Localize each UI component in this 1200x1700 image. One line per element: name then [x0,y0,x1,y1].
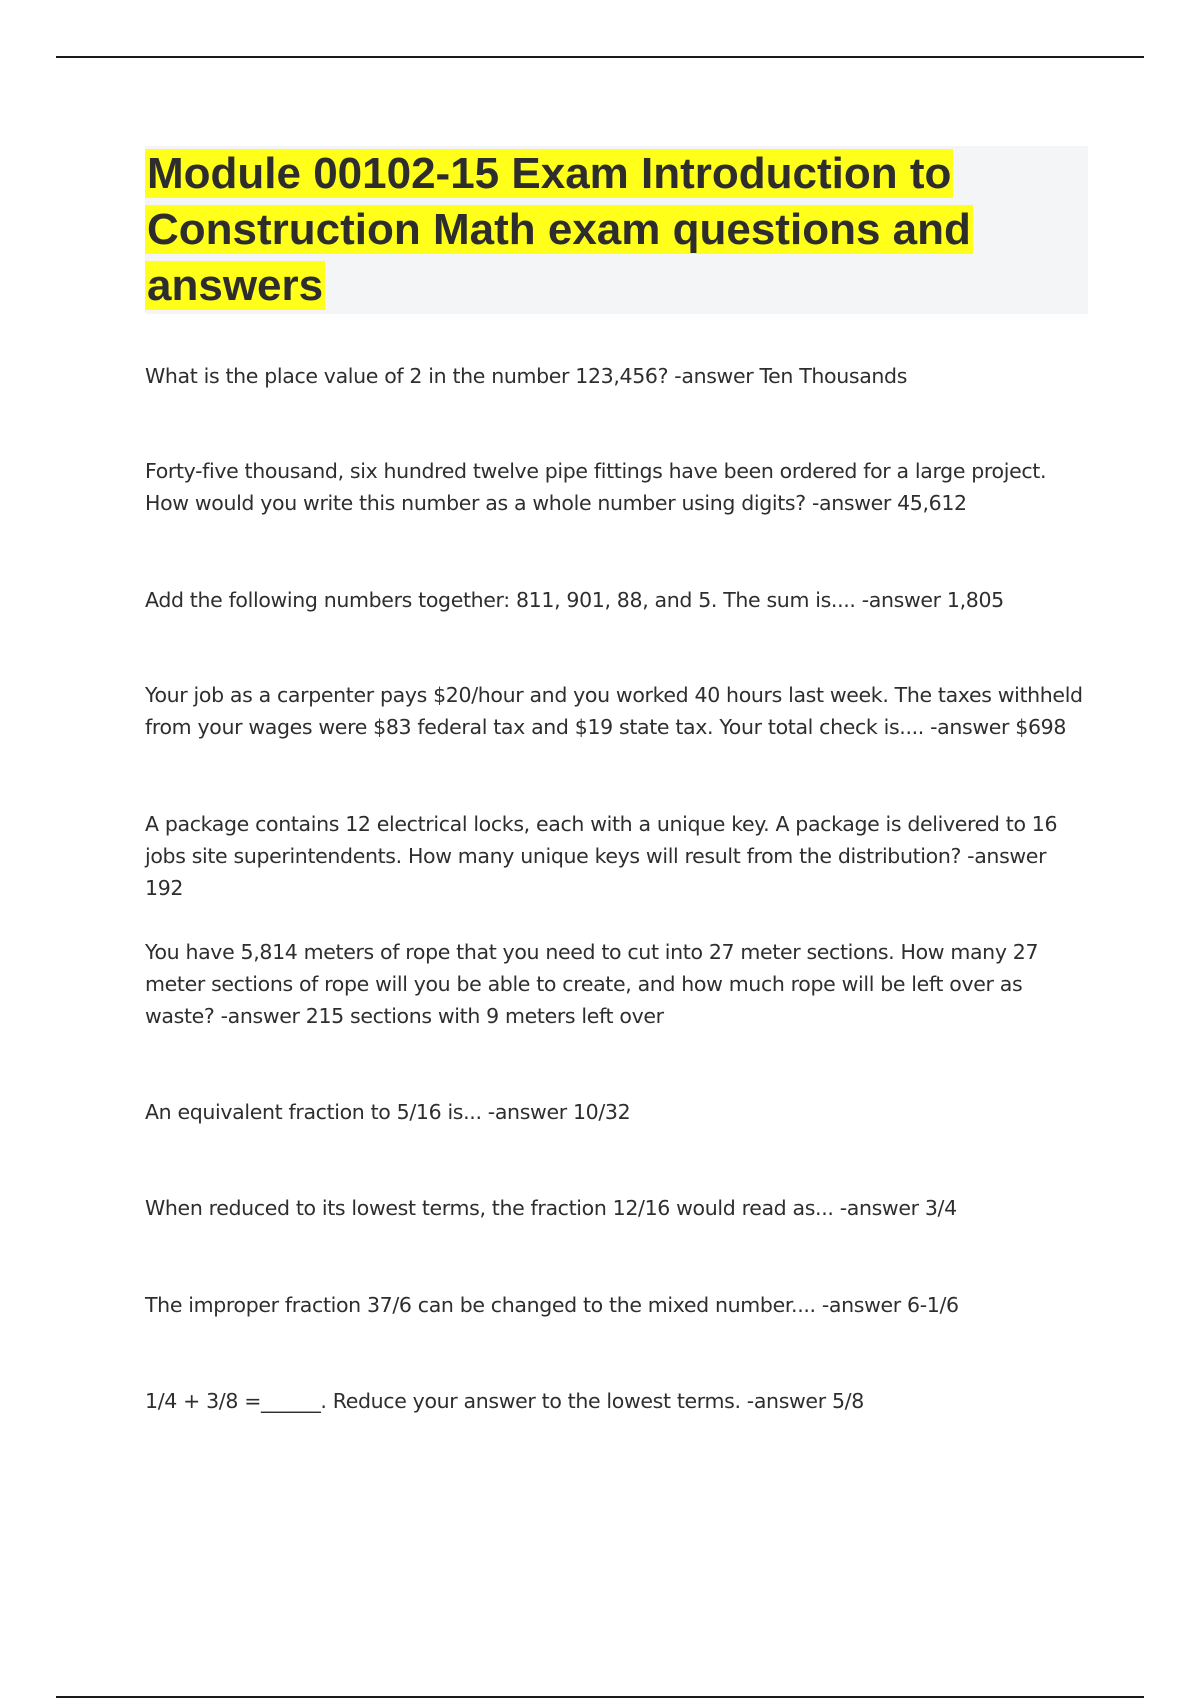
qa-item-6: You have 5,814 meters of rope that you need to cut into 27 meter sections. How many 27 meter sections of rope will you be able to create, and how much rope will be left over as waste? -answer 215 sections with 9 meters left over [145,940,1039,1028]
title-block [145,146,1088,314]
document-title [145,146,1088,314]
qa-item-8: When reduced to its lowest terms, the fraction 12/16 would read as... -answer 3/4 [145,1196,957,1220]
qa-item-10: 1/4 + 3/8 =______. Reduce your answer to the lowest terms. -answer 5/8 [145,1389,864,1413]
title-highlight: Module 00102-15 Exam Introduction to Construction Math exam questions and answers [147,149,971,310]
bottom-rule [56,1696,1144,1698]
qa-item-4: Your job as a carpenter pays $20/hour and you worked 40 hours last week. The taxes withheld from your wages were $83 federal tax and $19 state tax. Your total check is.... -answer $698 [145,683,1083,739]
qa-item-3: Add the following numbers together: 811, 901, 88, and 5. The sum is.... -answer 1,805 [145,588,1004,612]
qa-item-7: An equivalent fraction to 5/16 is... -answer 10/32 [145,1100,631,1124]
qa-item-9: The improper fraction 37/6 can be changed to the mixed number.... -answer 6-1/6 [145,1293,959,1317]
qa-item-5: A package contains 12 electrical locks, each with a unique key. A package is delivered to 16 jobs site superintendents. How many unique keys will result from the distribution? -answer 192 [145,812,1058,900]
qa-item-1: What is the place value of 2 in the number 123,456? -answer Ten Thousands [145,364,908,388]
qa-item-2: Forty-five thousand, six hundred twelve pipe fittings have been ordered for a large project. How would you write this number as a whole number using digits? -answer 45,612 [145,459,1047,515]
top-rule [56,56,1144,58]
